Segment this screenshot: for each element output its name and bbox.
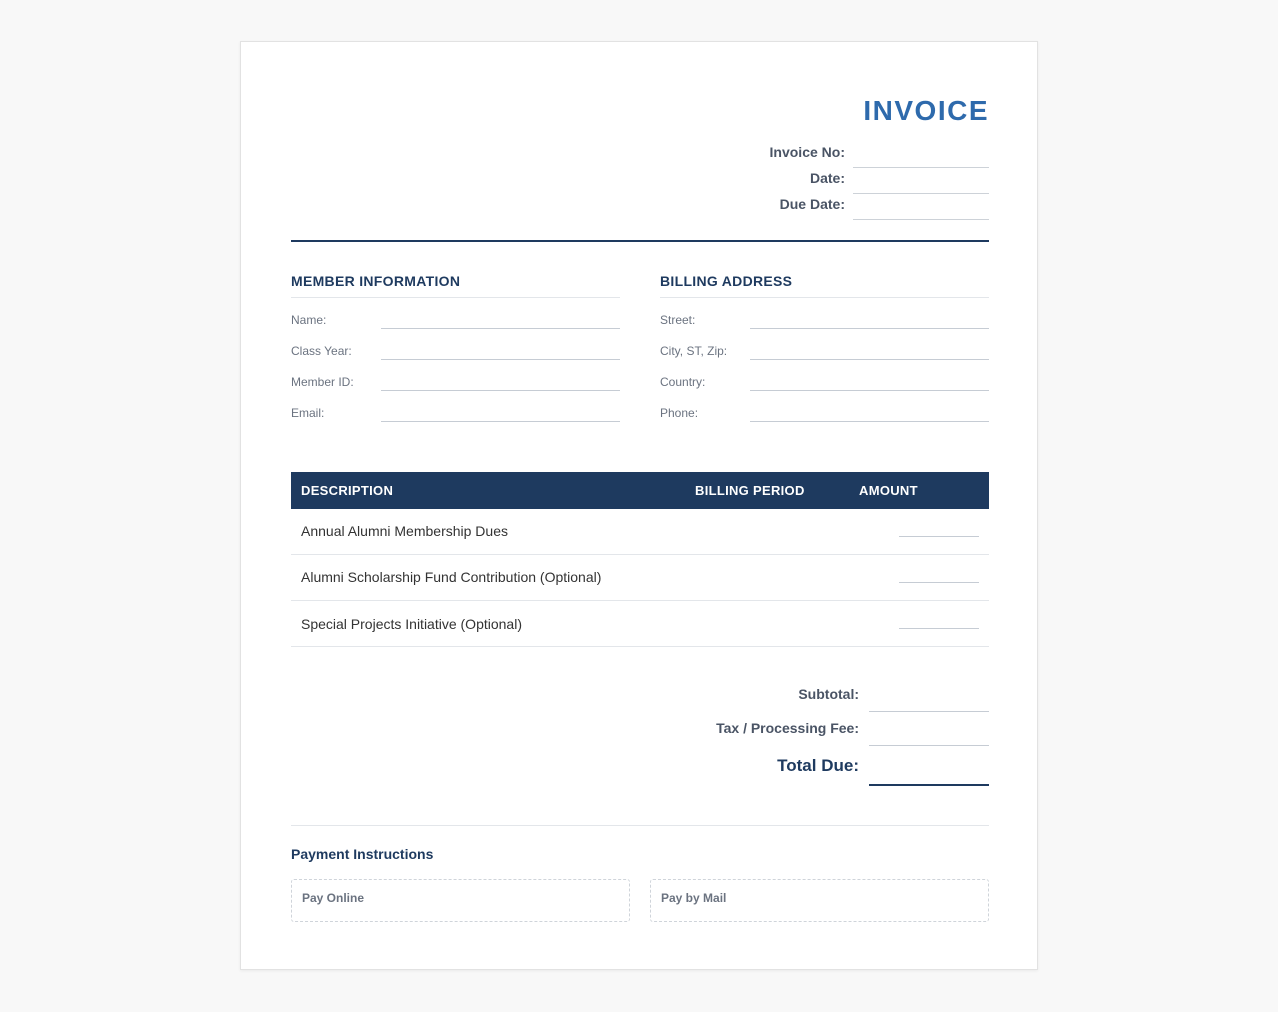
pay-by-mail-box[interactable] — [650, 879, 989, 922]
phone-row — [660, 391, 989, 422]
class-year-label: Class Year: — [291, 344, 352, 358]
payment-divider — [291, 825, 989, 826]
row-amount-field[interactable] — [899, 582, 979, 583]
table-row — [291, 601, 989, 647]
row-description: Special Projects Initiative (Optional) — [301, 616, 522, 632]
member-email-row — [291, 391, 620, 422]
invoice-date-row — [689, 168, 989, 194]
table-header — [291, 472, 989, 509]
phone-field[interactable] — [750, 421, 989, 422]
table-row — [291, 555, 989, 601]
class-year-row — [291, 329, 620, 360]
invoice-date-label: Date: — [809, 170, 845, 186]
pay-online-label: Pay Online — [302, 891, 365, 905]
invoice-page — [240, 41, 1038, 970]
total-due-field[interactable] — [869, 784, 989, 786]
invoice-number-field[interactable] — [853, 142, 989, 168]
row-description: Annual Alumni Membership Dues — [301, 523, 508, 539]
country-label: Country: — [660, 375, 706, 389]
member-id-row — [291, 360, 620, 391]
billing-period-column-header: BILLING PERIOD — [695, 483, 805, 498]
member-email-label: Email: — [291, 406, 325, 420]
subtotal-row — [589, 678, 989, 712]
totals-section — [589, 678, 989, 786]
row-description: Alumni Scholarship Fund Contribution (Optional) — [301, 569, 602, 585]
total-due-label: Total Due: — [777, 756, 859, 775]
member-id-label: Member ID: — [291, 375, 354, 389]
row-amount-field[interactable] — [899, 628, 979, 629]
invoice-date-field[interactable] — [853, 168, 989, 194]
pay-online-box[interactable] — [291, 879, 630, 922]
city-state-zip-label: City, ST, Zip: — [660, 344, 728, 358]
due-date-field[interactable] — [853, 194, 989, 220]
billing-address-section — [660, 270, 989, 422]
phone-label: Phone: — [660, 406, 699, 420]
city-state-zip-row — [660, 329, 989, 360]
member-information-heading: MEMBER INFORMATION — [291, 270, 620, 298]
table-row — [291, 509, 989, 555]
tax-row — [589, 712, 989, 746]
amount-column-header: AMOUNT — [859, 483, 918, 498]
total-due-row — [589, 746, 989, 786]
header-divider — [291, 240, 989, 242]
due-date-label: Due Date: — [779, 196, 845, 212]
member-name-label: Name: — [291, 313, 327, 327]
billing-address-heading: BILLING ADDRESS — [660, 270, 989, 298]
invoice-number-label: Invoice No: — [769, 144, 845, 160]
member-name-row — [291, 298, 620, 329]
member-email-field[interactable] — [381, 421, 620, 422]
street-label: Street: — [660, 313, 696, 327]
subtotal-label: Subtotal: — [798, 686, 859, 702]
payment-instructions-heading: Payment Instructions — [291, 846, 434, 862]
row-amount-field[interactable] — [899, 536, 979, 537]
invoice-content — [291, 42, 989, 969]
tax-label: Tax / Processing Fee: — [716, 720, 859, 736]
country-row — [660, 360, 989, 391]
invoice-title: INVOICE — [863, 95, 989, 126]
line-items-table — [291, 472, 989, 647]
pay-by-mail-label: Pay by Mail — [661, 891, 727, 905]
due-date-row — [689, 194, 989, 220]
invoice-number-row — [689, 142, 989, 168]
street-row — [660, 298, 989, 329]
member-information-section — [291, 270, 620, 422]
description-column-header: DESCRIPTION — [301, 483, 394, 498]
